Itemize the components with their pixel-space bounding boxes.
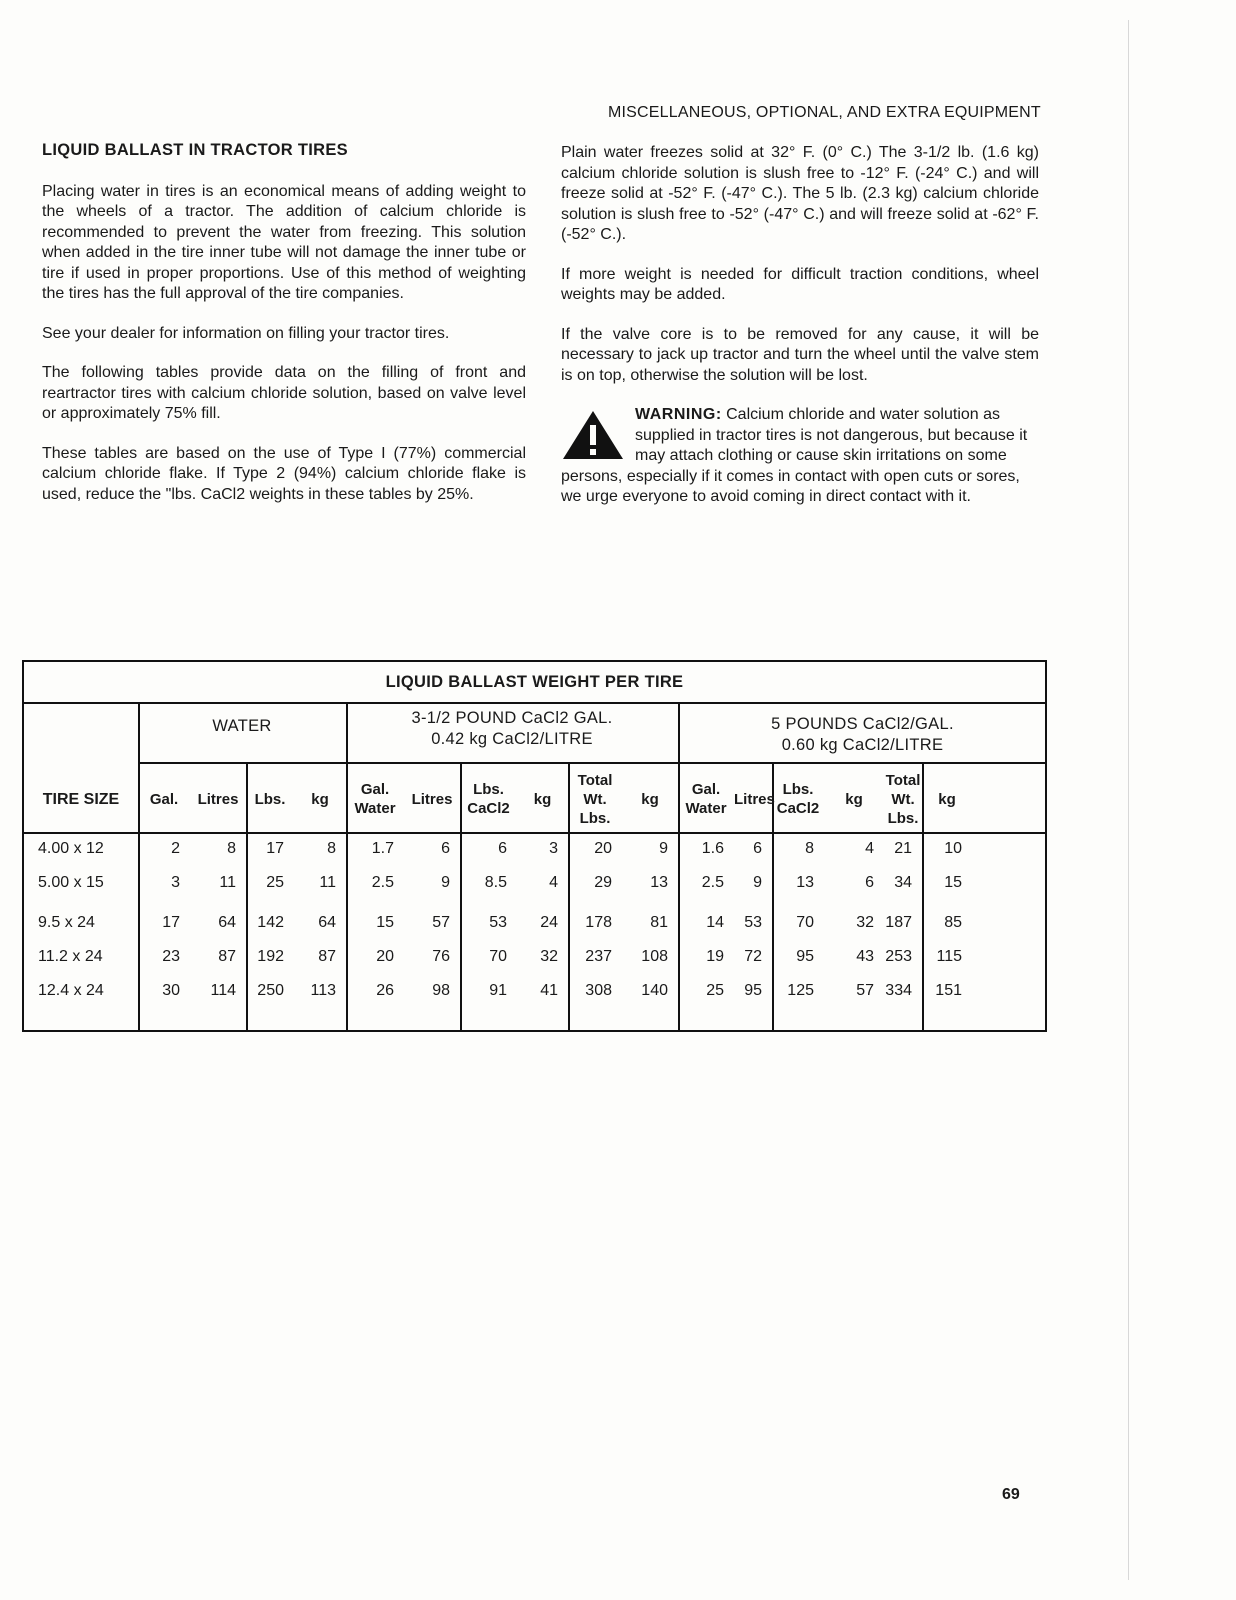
running-header: MISCELLANEOUS, OPTIONAL, AND EXTRA EQUIPMENT — [608, 104, 1041, 121]
column-header — [772, 780, 824, 818]
table-cell: 98 — [432, 982, 450, 999]
paragraph-valve: If the valve core is to be removed for any cause, it will be necessary to jack up tractor and turn the wheel until the valve stem is on top, otherwise the solution will be lost. — [561, 325, 1039, 384]
table-cell: 19 — [706, 948, 724, 965]
table-cell: 250 — [257, 982, 284, 999]
table-cell: 4 — [865, 840, 874, 857]
table-cell: 187 — [885, 914, 912, 931]
table-cell: 91 — [489, 982, 507, 999]
column-header-line: Total — [885, 771, 921, 789]
table-cell: 108 — [641, 948, 668, 965]
left-column — [42, 140, 526, 524]
tire-size-cell: 11.2 x 24 — [38, 948, 103, 965]
group-header-pound35 — [346, 708, 678, 750]
table-cell: 11 — [219, 874, 236, 891]
column-header-line: CaCl2 — [467, 800, 510, 817]
table-cell: 43 — [856, 948, 874, 965]
table-cell: 24 — [540, 914, 558, 931]
table-cell: 253 — [885, 948, 912, 965]
table-cell: 125 — [787, 982, 814, 999]
table-cell: 114 — [210, 982, 236, 999]
warning-block — [561, 405, 1039, 508]
table-cell: 70 — [796, 914, 814, 931]
table-divider — [138, 762, 1047, 764]
column-header-line: Gal. — [149, 790, 179, 808]
table-cell: 13 — [796, 874, 814, 891]
table-cell: 6 — [753, 840, 762, 857]
table-cell: 192 — [257, 948, 284, 965]
column-header — [346, 780, 404, 818]
tire-size-cell: 4.00 x 12 — [38, 840, 104, 857]
paragraph-tables: The following tables provide data on the filling of front and reartractor tires with calcium chloride solution, based on valve level or approximately 75% fill. — [42, 364, 526, 422]
table-cell: 26 — [376, 982, 394, 999]
table-cell: 9 — [659, 840, 668, 857]
table-cell: 17 — [266, 840, 284, 857]
table-cell: 2 — [171, 840, 180, 857]
paragraph-weights: If more weight is needed for difficult traction conditions, wheel weights may be added. — [561, 265, 1039, 303]
column-header-line: Lbs. — [254, 790, 286, 808]
table-cell: 41 — [540, 982, 558, 999]
table-title: LIQUID BALLAST WEIGHT PER TIRE — [24, 662, 1045, 704]
section-title: LIQUID BALLAST IN TRACTOR TIRES — [42, 141, 348, 159]
warning-icon — [561, 409, 625, 461]
table-cell: 53 — [489, 914, 507, 931]
column-header — [460, 780, 517, 818]
table-cell: 30 — [162, 982, 180, 999]
table-cell: 29 — [594, 874, 612, 891]
column-header — [824, 790, 884, 809]
page-number: 69 — [1002, 1486, 1020, 1503]
column-header-line: Gal. — [360, 781, 390, 798]
table-cell: 11 — [319, 874, 336, 891]
column-header-line: kg — [311, 790, 329, 808]
table-cell: 76 — [432, 948, 450, 965]
right-column — [561, 143, 1039, 508]
table-cell: 334 — [885, 982, 912, 999]
table-cell: 64 — [218, 914, 236, 931]
table-cell: 6 — [865, 874, 874, 891]
table-cell: 32 — [856, 914, 874, 931]
group-header-pound5 — [678, 714, 1047, 756]
table-cell: 64 — [318, 914, 336, 931]
table-cell: 21 — [894, 840, 912, 857]
table-cell: 1.7 — [371, 840, 394, 857]
column-header — [190, 790, 246, 809]
column-header-line: Litres — [734, 790, 775, 808]
column-header-line: Gal. — [691, 781, 721, 798]
column-header — [404, 790, 460, 809]
table-cell: 178 — [585, 914, 612, 931]
table-cell: 6 — [498, 840, 507, 857]
column-header-line: Water — [354, 800, 396, 817]
column-header — [734, 790, 775, 809]
ballast-table — [22, 660, 1047, 1032]
table-cell: 6 — [441, 840, 450, 857]
table-cell: 87 — [318, 948, 336, 965]
column-header-line: kg — [641, 790, 659, 808]
table-cell: 20 — [376, 948, 394, 965]
table-cell: 140 — [641, 982, 668, 999]
column-header — [884, 771, 922, 828]
table-cell: 25 — [266, 874, 284, 891]
table-cell: 57 — [432, 914, 450, 931]
column-header-line: Lbs. — [579, 809, 611, 827]
column-header — [622, 790, 678, 809]
table-cell: 8 — [805, 840, 814, 857]
column-header-line: kg — [938, 790, 956, 808]
page-edge-line — [1128, 20, 1129, 1580]
column-header-line: Lbs. — [782, 781, 814, 798]
tire-size-cell: 9.5 x 24 — [38, 914, 95, 931]
table-cell: 85 — [944, 914, 962, 931]
table-cell: 95 — [744, 982, 762, 999]
column-header — [678, 780, 734, 818]
table-cell: 142 — [257, 914, 284, 931]
column-header-line: Wt. — [583, 790, 607, 808]
table-cell: 151 — [935, 982, 962, 999]
table-cell: 113 — [310, 982, 336, 999]
table-cell: 1.6 — [701, 840, 724, 857]
tire-size-cell: 12.4 x 24 — [38, 982, 104, 999]
column-header-line: Litres — [197, 790, 239, 808]
table-cell: 72 — [744, 948, 762, 965]
table-cell: 87 — [218, 948, 236, 965]
table-cell: 308 — [585, 982, 612, 999]
column-header-line: Wt. — [891, 790, 915, 808]
column-header — [922, 790, 972, 809]
table-cell: 9 — [753, 874, 762, 891]
table-cell: 3 — [171, 874, 180, 891]
table-cell: 57 — [856, 982, 874, 999]
table-cell: 15 — [944, 874, 962, 891]
table-cell: 4 — [549, 874, 558, 891]
column-header — [568, 771, 622, 828]
table-cell: 14 — [706, 914, 724, 931]
group-header-line: 5 POUNDS CaCl2/GAL. — [771, 715, 954, 733]
paragraph-dealer: See your dealer for information on filling your tractor tires. — [42, 324, 450, 342]
table-cell: 2.5 — [701, 874, 724, 891]
table-cell: 34 — [894, 874, 912, 891]
table-cell: 81 — [650, 914, 668, 931]
table-cell: 20 — [594, 840, 612, 857]
column-header — [246, 790, 294, 809]
group-header-line: WATER — [212, 717, 272, 735]
table-cell: 13 — [650, 874, 668, 891]
table-divider — [24, 832, 1047, 834]
column-header-line: Lbs. — [887, 809, 919, 827]
table-cell: 8 — [227, 840, 236, 857]
table-cell: 32 — [540, 948, 558, 965]
column-header-line: Total — [577, 771, 613, 789]
table-cell: 23 — [162, 948, 180, 965]
table-cell: 95 — [796, 948, 814, 965]
column-header-line: Lbs. — [473, 781, 504, 798]
column-header-line: CaCl2 — [776, 800, 820, 817]
table-cell: 17 — [162, 914, 180, 931]
group-header-line: 0.60 kg CaCl2/LITRE — [781, 736, 944, 754]
table-cell: 53 — [744, 914, 762, 931]
group-header-line: 3-1/2 POUND CaCl2 GAL. — [411, 709, 613, 727]
column-header — [517, 790, 568, 809]
table-cell: 3 — [549, 840, 558, 857]
table-cell: 8.5 — [484, 874, 507, 891]
column-header-line: kg — [845, 790, 863, 808]
column-header-tire-size: TIRE SIZE — [42, 791, 120, 808]
paragraph-freezing: Plain water freezes solid at 32° F. (0° C.) The 3-1/2 lb. (1.6 kg) calcium chloride solution is slush free to -12° F. (-24° C.) and will freeze solid at -52° F. (-47° C.). The 5 lb. (2.3 kg) calcium chloride solution is slush free to -52° (-47° C.) and will freeze solid at -62° F. (-52° C.). — [561, 144, 1039, 243]
warning-text: Calcium chloride and water solution as supplied in tractor tires is not dangerous, but because it may attach clothing or cause skin irritations on some persons, especially if it comes in contact with open cuts or sores, we urge everyone to avoid coming in direct contact with it. — [561, 406, 1028, 505]
warning-label: WARNING: — [635, 406, 722, 423]
column-header-line: kg — [533, 790, 552, 808]
table-cell: 70 — [489, 948, 507, 965]
table-cell: 25 — [706, 982, 724, 999]
table-cell: 2.5 — [371, 874, 394, 891]
group-header-line: 0.42 kg CaCl2/LITRE — [431, 730, 593, 748]
table-cell: 8 — [327, 840, 336, 857]
table-cell: 10 — [944, 840, 962, 857]
paragraph-intro: Placing water in tires is an economical means of adding weight to the wheels of a tractor. The addition of calcium chloride is recommended to prevent the water from freezing. This solution when added in the tire inner tube will not damage the inner tube or tire if used in proper proportions. Use of this method of weighting the tires has the full approval of the tire companies. — [42, 182, 526, 302]
table-cell: 15 — [376, 914, 394, 931]
table-cell: 115 — [936, 948, 962, 965]
column-header-line: Litres — [411, 790, 453, 808]
tire-size-cell: 5.00 x 15 — [38, 874, 104, 891]
column-header-line: Water — [685, 800, 727, 817]
column-header — [138, 790, 190, 809]
table-cell: 9 — [441, 874, 450, 891]
paragraph-type: These tables are based on the use of Type I (77%) commercial calcium chloride flake. If Type 2 (94%) calcium chloride flake is used, reduce the "lbs. CaCl2 weights in these tables by 25%. — [42, 444, 526, 503]
column-header — [294, 790, 346, 809]
table-cell: 237 — [585, 948, 612, 965]
group-header-water — [138, 716, 346, 737]
